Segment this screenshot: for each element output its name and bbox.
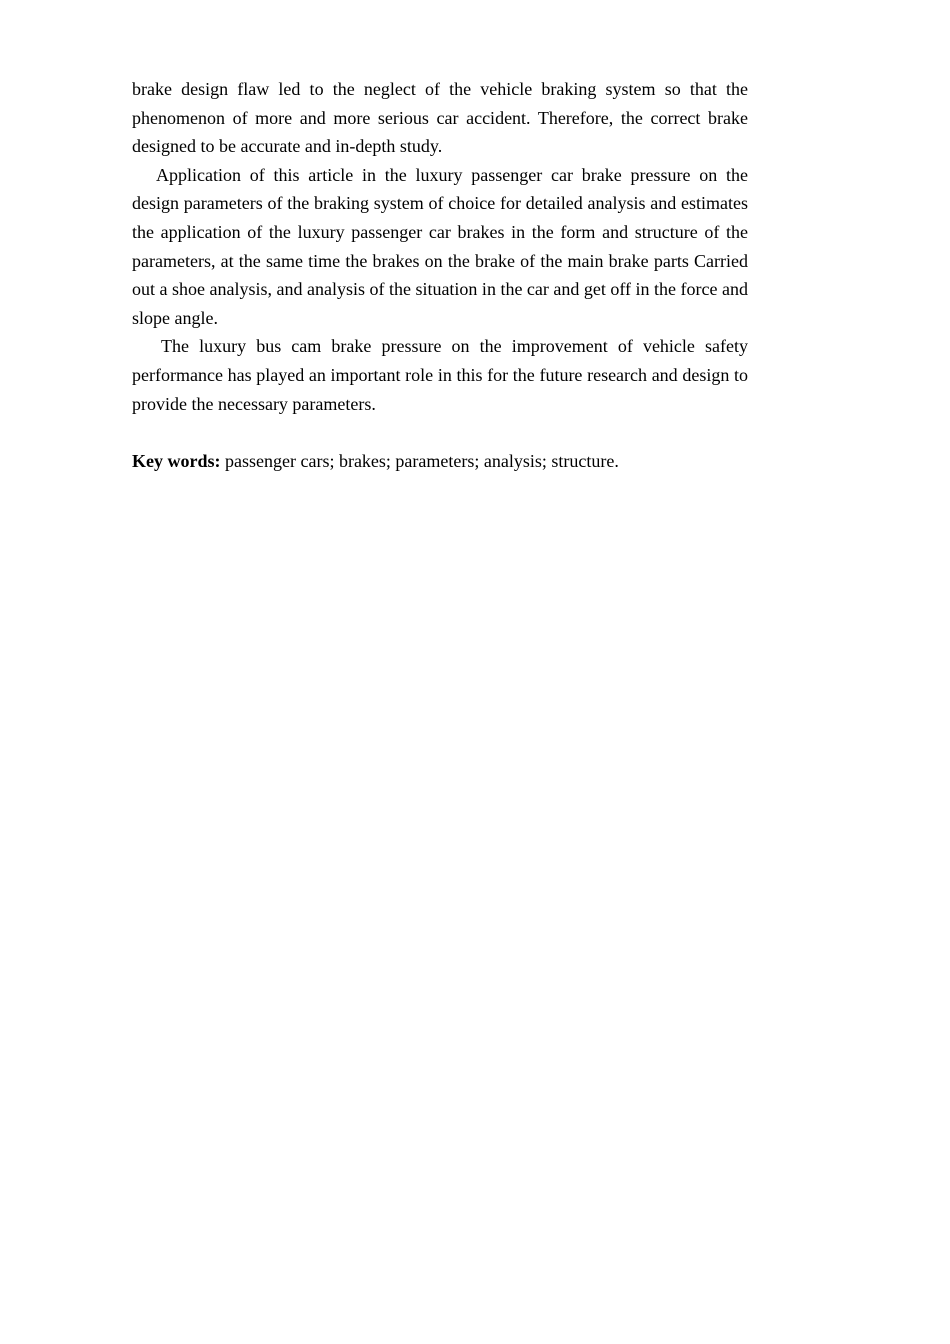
abstract-paragraph-3: The luxury bus cam brake pressure on the improvement of vehicle safety performance has played an important role in this for the future research and design to provide the necessary parameters. xyxy=(132,336,748,414)
keywords-text: passenger cars; brakes; parameters; analysis; structure. xyxy=(220,450,619,471)
keywords-label: Key words: xyxy=(132,450,221,471)
keywords-line xyxy=(132,447,748,476)
abstract-paragraph-1: brake design flaw led to the neglect of the vehicle braking system so that the phenomenon of more and more serious car accident. Therefore, the correct brake designed to be accurate and in-depth study. xyxy=(132,79,748,157)
document-page xyxy=(132,75,748,475)
abstract-paragraph-2: Application of this article in the luxury passenger car brake pressure on the design parameters of the braking system of choice for detailed analysis and estimates the application of the luxury passenger car brakes in the form and structure of the parameters, at the same time the brakes on the brake of the main brake parts Carried out a shoe analysis, and analysis of the situation in the car and get off in the force and slope angle. xyxy=(132,164,748,328)
